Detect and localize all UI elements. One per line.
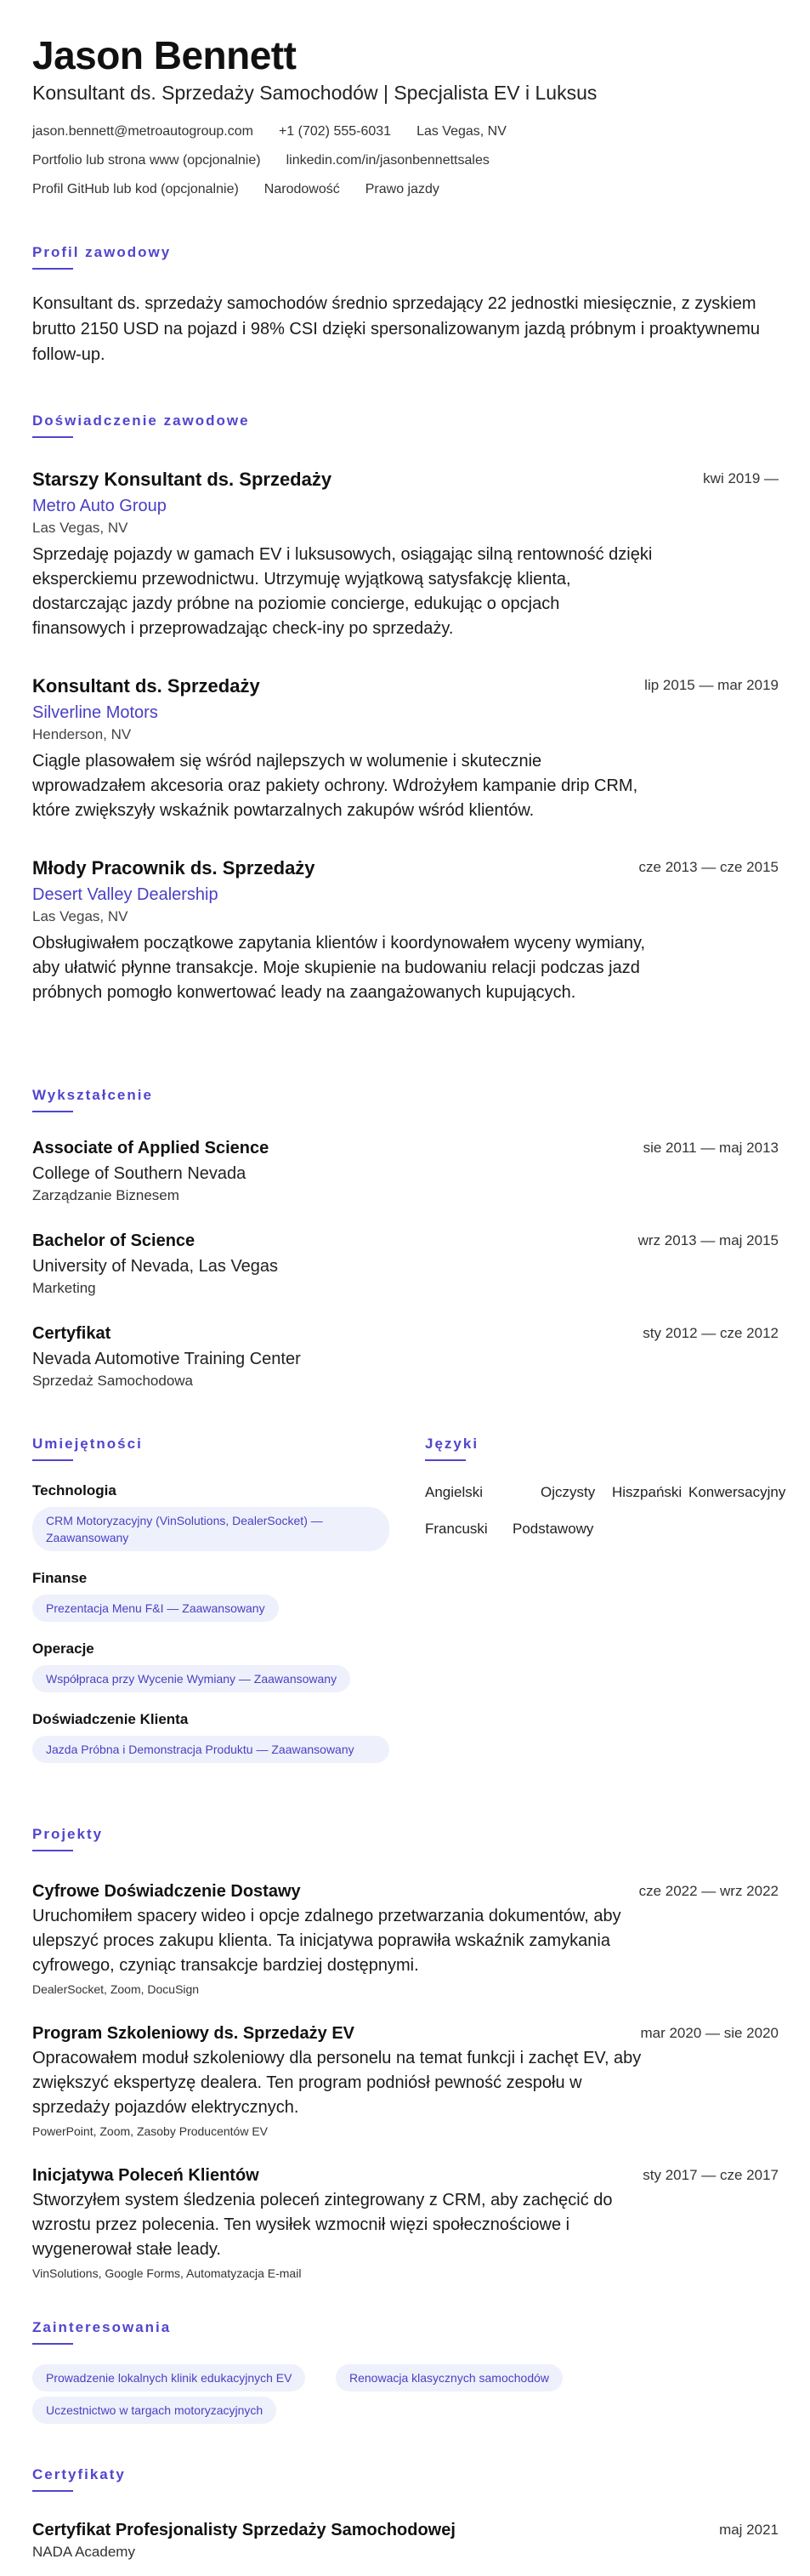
language-name: Francuski bbox=[425, 1521, 488, 1537]
job-description: Obsługiwałem początkowe zapytania klientów i koordynowałem wyceny wymiany, aby ułatwić płynne transakcje. Moje skupienie na budowaniu relacji podczas jazd próbnych pomogło konwertować leady na zaangażowanych kupujących. bbox=[32, 934, 646, 1002]
job-location: Las Vegas, NV bbox=[32, 908, 128, 924]
contact-row-2 bbox=[32, 152, 515, 169]
license-text: Prawo jazdy bbox=[365, 182, 439, 196]
language-name: Hiszpański bbox=[612, 1484, 683, 1500]
skill-chip: Współpraca przy Wycenie Wymiany — Zaawansowany bbox=[32, 1665, 350, 1692]
education-school: College of Southern Nevada bbox=[32, 1164, 246, 1183]
github-link[interactable]: Profil GitHub lub kod (opcjonalnie) bbox=[32, 182, 239, 196]
project-title: Cyfrowe Doświadczenie Dostawy bbox=[32, 1882, 301, 1901]
experience-entry bbox=[32, 856, 779, 1005]
linkedin-link[interactable]: linkedin.com/in/jasonbennettsales bbox=[286, 153, 490, 168]
candidate-name: Jason Bennett bbox=[32, 33, 297, 77]
job-company: Silverline Motors bbox=[32, 703, 158, 722]
interest-chip: Prowadzenie lokalnych klinik edukacyjnych EV bbox=[32, 2364, 305, 2391]
project-entry bbox=[32, 1880, 779, 1997]
education-degree: Bachelor of Science bbox=[32, 1231, 195, 1250]
education-entry bbox=[32, 1137, 779, 1205]
job-title: Starszy Konsultant ds. Sprzedaży bbox=[32, 469, 332, 490]
job-location: Henderson, NV bbox=[32, 726, 132, 742]
projects-section-title: Projekty bbox=[32, 1826, 104, 1842]
job-dates: kwi 2019 — bbox=[703, 470, 779, 486]
profile-section-title: Profil zawodowy bbox=[32, 244, 172, 260]
job-description: Sprzedaję pojazdy w gamach EV i luksusowych, osiągając silną rentowność dzięki eksperckiemu przewodnictwu. Utrzymuję wyjątkową satysfakcję klienta, dostarczając jazdy próbne na poziomie concierge, edukując o opcjach finansowych i przeprowadzając check-iny po sprzedaży. bbox=[32, 545, 653, 638]
skill-category: Technologia bbox=[32, 1482, 116, 1498]
skill-category: Finanse bbox=[32, 1570, 88, 1586]
certificate-entry bbox=[32, 2519, 779, 2562]
education-field: Marketing bbox=[32, 1280, 96, 1296]
nationality-text: Narodowość bbox=[263, 182, 340, 196]
interest-chip: Uczestnictwo w targach motoryzacyjnych bbox=[32, 2397, 276, 2424]
project-title: Program Szkoleniowy ds. Sprzedaży EV bbox=[32, 2024, 355, 2043]
languages-section-title: Języki bbox=[425, 1436, 479, 1452]
education-dates: wrz 2013 — maj 2015 bbox=[637, 1232, 779, 1248]
certificate-date: maj 2021 bbox=[719, 2522, 779, 2538]
location-text: Las Vegas, NV bbox=[416, 124, 507, 139]
job-company: Desert Valley Dealership bbox=[32, 885, 218, 904]
candidate-headline: Konsultant ds. Sprzedaży Samochodów | Specjalista EV i Luksus bbox=[32, 82, 598, 104]
education-school: University of Nevada, Las Vegas bbox=[32, 1257, 279, 1276]
portfolio-link[interactable]: Portfolio lub strona www (opcjonalnie) bbox=[32, 153, 261, 168]
language-name: Angielski bbox=[425, 1484, 484, 1500]
education-section-title: Wykształcenie bbox=[32, 1087, 153, 1103]
email-link[interactable]: jason.bennett@metroautogroup.com bbox=[32, 124, 253, 139]
project-dates: sty 2017 — cze 2017 bbox=[643, 2167, 779, 2183]
language-level: Podstawowy bbox=[513, 1521, 594, 1537]
education-field: Zarządzanie Biznesem bbox=[32, 1187, 179, 1203]
skills-section-rule bbox=[32, 1459, 73, 1461]
skill-category: Doświadczenie Klienta bbox=[32, 1711, 189, 1727]
job-description: Ciągle plasowałem się wśród najlepszych w wolumenie i skutecznie wprowadzałem akcesoria oraz pakiety ochrony. Wdrożyłem kampanie drip CRM, które zwiększyły wskaźnik powtarzalnych zakupów wśród klientów. bbox=[32, 752, 638, 820]
project-dates: cze 2022 — wrz 2022 bbox=[638, 1883, 779, 1899]
project-dates: mar 2020 — sie 2020 bbox=[640, 2025, 779, 2041]
contact-row-1 bbox=[32, 123, 532, 140]
experience-entry bbox=[32, 674, 779, 823]
language-level: Konwersacyjny bbox=[688, 1484, 786, 1500]
skills-section-title: Umiejętności bbox=[32, 1436, 143, 1452]
projects-section-rule bbox=[32, 1850, 73, 1851]
education-degree: Associate of Applied Science bbox=[32, 1139, 269, 1157]
phone-number[interactable]: +1 (702) 555-6031 bbox=[278, 124, 392, 139]
project-title: Inicjatywa Poleceń Klientów bbox=[32, 2166, 259, 2185]
profile-section-rule bbox=[32, 268, 73, 270]
project-entry bbox=[32, 2164, 779, 2281]
project-entry bbox=[32, 2022, 779, 2139]
education-entry bbox=[32, 1322, 779, 1390]
skill-chip: Prezentacja Menu F&I — Zaawansowany bbox=[32, 1595, 279, 1622]
contact-row-3 bbox=[32, 181, 465, 198]
experience-section-rule bbox=[32, 436, 73, 438]
project-tech: PowerPoint, Zoom, Zasoby Producentów EV bbox=[32, 2124, 269, 2138]
job-company: Metro Auto Group bbox=[32, 497, 167, 515]
interests-section-rule bbox=[32, 2343, 73, 2345]
education-entry bbox=[32, 1230, 779, 1298]
language-level: Ojczysty bbox=[541, 1484, 596, 1500]
education-field: Sprzedaż Samochodowa bbox=[32, 1373, 194, 1389]
education-degree: Certyfikat bbox=[32, 1324, 111, 1343]
job-dates: lip 2015 — mar 2019 bbox=[644, 677, 779, 693]
certificate-title: Certyfikat Profesjonalisty Sprzedaży Samochodowej bbox=[32, 2521, 456, 2539]
project-tech: DealerSocket, Zoom, DocuSign bbox=[32, 1982, 200, 1996]
certificates-section-title: Certyfikaty bbox=[32, 2466, 126, 2482]
interests-section-title: Zainteresowania bbox=[32, 2319, 172, 2335]
certificate-issuer: NADA Academy bbox=[32, 2544, 135, 2560]
project-description: Uruchomiłem spacery wideo i opcje zdalnego przetwarzania dokumentów, aby ulepszyć proces zakupu klienta. Ta inicjatywa poprawiła wskaźnik zamykania cyfrowego, czyniąc transakcje bardziej dostępnymi. bbox=[32, 1907, 621, 1975]
skill-category: Operacje bbox=[32, 1641, 94, 1657]
languages-section-rule bbox=[425, 1459, 466, 1461]
job-dates: cze 2013 — cze 2015 bbox=[638, 859, 779, 875]
skill-chip: CRM Motoryzacyjny (VinSolutions, DealerSocket) — Zaawansowany bbox=[32, 1507, 389, 1551]
experience-section-title: Doświadczenie zawodowe bbox=[32, 412, 250, 429]
project-description: Stworzyłem system śledzenia poleceń zintegrowany z CRM, aby zachęcić do wzrostu przez polecenia. Ten wysiłek wzmocnił więzi społecznościowe i wygenerował stałe leady. bbox=[32, 2191, 613, 2259]
certificates-section-rule bbox=[32, 2490, 73, 2492]
project-description: Opracowałem moduł szkoleniowy dla personelu na temat funkcji i zachęt EV, aby zwiększyć ekspertyzę dealera. Ten program podniósł pewność zespołu w sprzedaży pojazdów elektrycznych. bbox=[32, 2049, 642, 2117]
job-title: Konsultant ds. Sprzedaży bbox=[32, 675, 260, 697]
education-dates: sty 2012 — cze 2012 bbox=[643, 1325, 779, 1341]
skill-chip: Jazda Próbna i Demonstracja Produktu — Zaawansowany bbox=[32, 1736, 389, 1763]
job-location: Las Vegas, NV bbox=[32, 520, 128, 536]
education-school: Nevada Automotive Training Center bbox=[32, 1350, 301, 1368]
profile-summary: Konsultant ds. sprzedaży samochodów średnio sprzedający 22 jednostki miesięcznie, z zyskiem brutto 2150 USD na pojazd i 98% CSI dzięki spersonalizowanym jazdą próbnym i proaktywnemu follow-up. bbox=[32, 294, 760, 364]
job-title: Młody Pracownik ds. Sprzedaży bbox=[32, 857, 315, 879]
education-dates: sie 2011 — maj 2013 bbox=[643, 1140, 779, 1156]
interest-chip: Renowacja klasycznych samochodów bbox=[336, 2364, 563, 2391]
project-tech: VinSolutions, Google Forms, Automatyzacja E-mail bbox=[32, 2266, 302, 2280]
education-section-rule bbox=[32, 1111, 73, 1112]
experience-entry bbox=[32, 468, 779, 641]
